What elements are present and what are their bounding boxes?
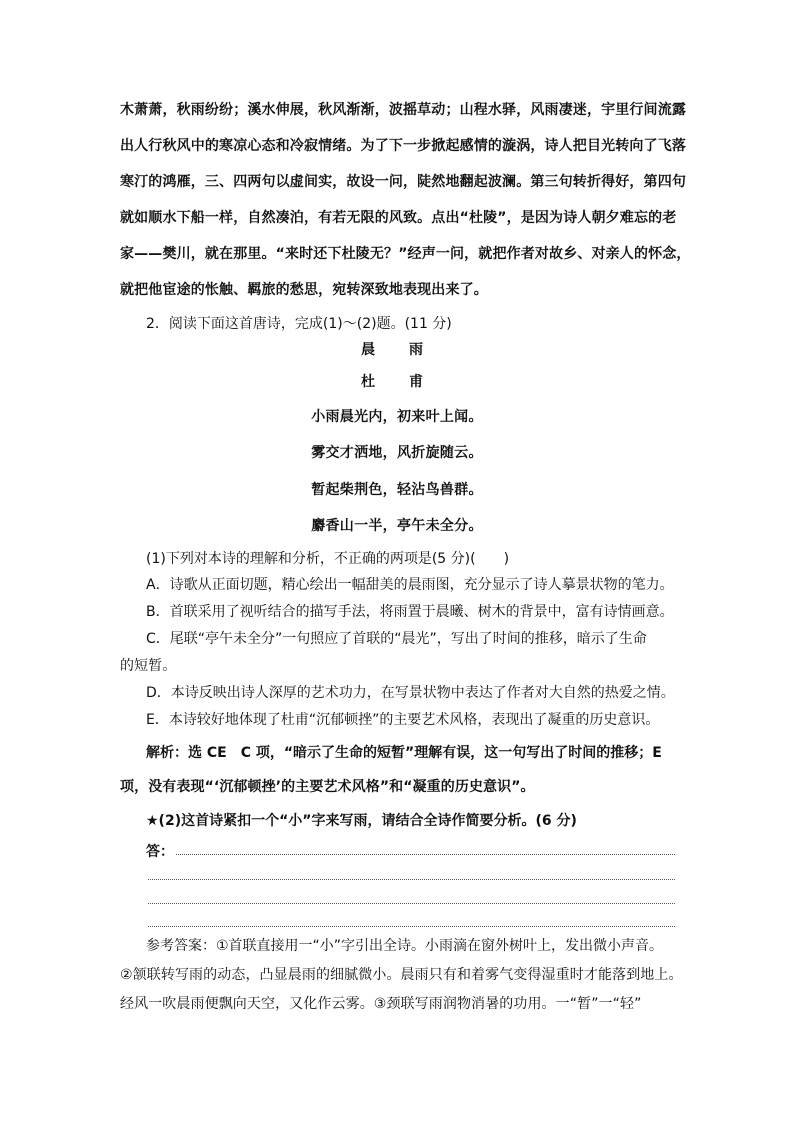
paragraph-line: 寒汀的鸿雁，三、四两句以虚间实，故设一问，陡然地翻起波澜。第三句转折得好，第四句 [120, 174, 686, 190]
option-c: C．尾联“亭午未全分”一句照应了首联的“晨光”，写出了时间的推移，暗示了生命 [146, 631, 647, 647]
analysis-line: 解析：选 CE C 项，“暗示了生命的短暂”理解有误，这一句写出了时间的推移；E [146, 745, 662, 761]
analysis-line: 项，没有表现“‘沉郁顿挫’的主要艺术风格”和“凝重的历史意识”。 [120, 779, 535, 795]
poem-line: 麝香山一半，亭午未全分。 [311, 518, 483, 534]
paragraph-line: 家——樊川，就在那里。“来时还下杜陵无？”经声一问，就把作者对故乡、对亲人的怀念， [120, 246, 691, 262]
option-b: B．首联采用了视听结合的描写手法，将雨置于晨曦、树木的背景中，富有诗情画意。 [146, 604, 674, 620]
paragraph-line: 就把他宦途的怅触、羁旅的愁思，宛转深致地表现出来了。 [120, 282, 488, 298]
poem-author: 杜 甫 [361, 374, 433, 390]
option-e: E．本诗较好地体现了杜甫“沉郁顿挫”的主要艺术风格，表现出了凝重的历史意识。 [146, 712, 660, 728]
reference-answer-line: ②颔联转写雨的动态，凸显晨雨的细腻微小。晨雨只有和着雾气变得湿重时才能落到地上。 [120, 967, 683, 983]
answer-line [148, 903, 675, 904]
answer-line [148, 926, 675, 927]
poem-line: 小雨晨光内，初来叶上闻。 [311, 409, 483, 425]
paragraph-line: 出人行秋风中的寒凉心态和冷寂情绪。为了下一步掀起感情的漩涡，诗人把目光转向了飞落 [120, 138, 686, 154]
answer-area[interactable] [146, 843, 676, 861]
answer-line [148, 879, 675, 880]
reference-answer-line: 参考答案：①首联直接用一“小”字引出全诗。小雨滴在窗外树叶上，发出微小声音。 [146, 938, 664, 954]
reference-answer-line: 经风一吹晨雨便飘向天空，又化作云雾。③颈联写雨润物消暑的功用。一“暂”一“轻” [120, 996, 642, 1012]
option-c-continued: 的短暂。 [120, 658, 177, 674]
subquestion-prompt: ★(2)这首诗紧扣一个“小”字来写雨，请结合全诗作简要分析。(6 分) [146, 813, 577, 829]
answer-label: 答： [146, 844, 174, 860]
poem-line: 雾交才洒地，风折旋随云。 [311, 445, 483, 461]
poem-title: 晨 雨 [361, 342, 433, 358]
poem-line: 暂起柴荆色，轻沾鸟兽群。 [311, 482, 483, 498]
paragraph-line: 木萧萧，秋雨纷纷；溪水伸展，秋风渐渐，波摇草动；山程水驿，风雨凄迷，宇里行间流露 [120, 102, 686, 118]
question-prompt: 2．阅读下面这首唐诗，完成(1)～(2)题。(11 分) [146, 316, 452, 332]
answer-line [176, 854, 675, 855]
subquestion-prompt: (1)下列对本诗的理解和分析，不正确的两项是(5 分)( ) [146, 551, 510, 567]
option-d: D．本诗反映出诗人深厚的艺术功力，在写景状物中表达了作者对大自然的热爱之情。 [146, 685, 675, 701]
paragraph-line: 就如顺水下船一样，自然凑泊，有若无限的风致。点出“杜陵”，是因为诗人朝夕难忘的老 [120, 210, 677, 226]
option-a: A．诗歌从正面切题，精心绘出一幅甜美的晨雨图，充分显示了诗人摹景状物的笔力。 [146, 577, 674, 593]
